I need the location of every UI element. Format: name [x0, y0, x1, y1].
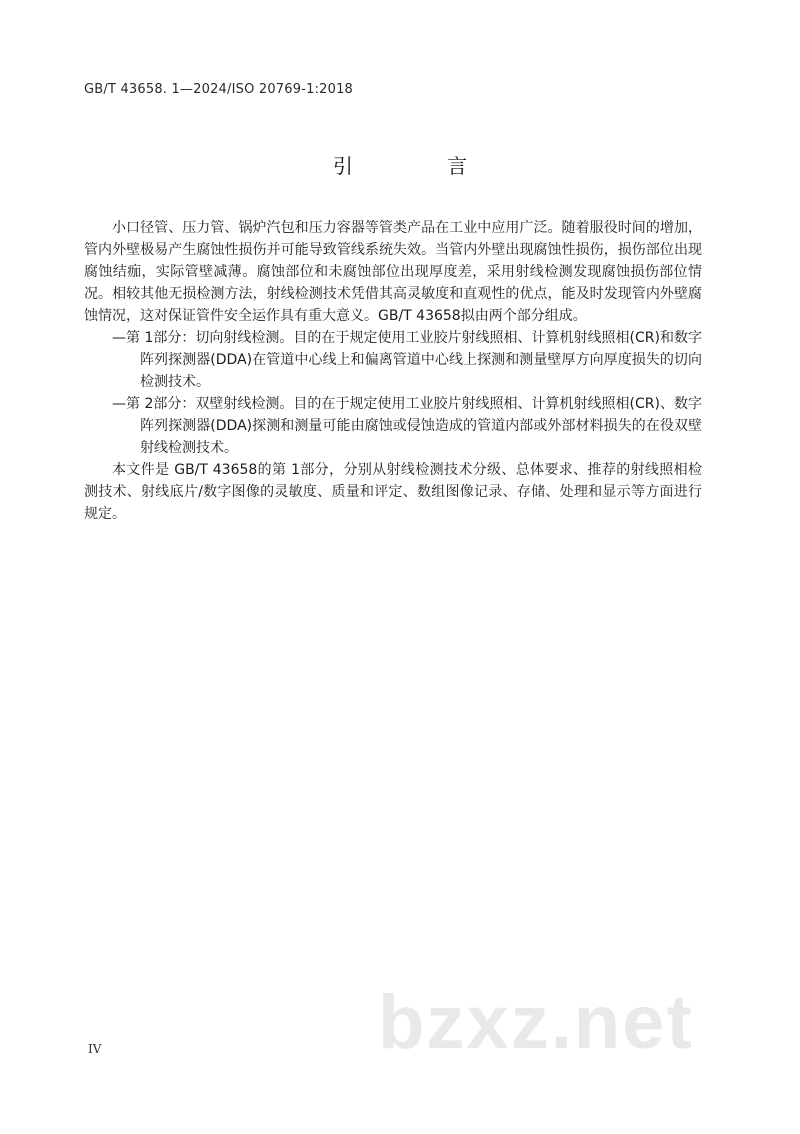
- page-title: 引 言: [332, 154, 512, 178]
- standard-number-header: GB/T 43658. 1—2024/ISO 20769-1:2018: [84, 82, 354, 97]
- watermark-logo: bzxz.net: [378, 980, 694, 1065]
- list-item-part-2: —第 2部分：双壁射线检测。目的在于规定使用工业胶片射线照相、计算机射线照相(CR)、数字阵列探测器(DDA)探测和测量可能由腐蚀或侵蚀造成的管道内部或外部材料损失的在役双壁射线检测技术。: [112, 396, 702, 456]
- closing-paragraph: 本文件是 GB/T 43658的第 1部分，分别从射线检测技术分级、总体要求、推荐的射线照相检测技术、射线底片/数字图像的灵敏度、质量和评定、数组图像记录、存储、处理和显示等方面进行规定。: [84, 462, 702, 522]
- intro-paragraph: 小口径管、压力管、锅炉汽包和压力容器等管类产品在工业中应用广泛。随着服役时间的增加，管内外壁极易产生腐蚀性损伤并可能导致管线系统失效。当管内外壁出现腐蚀性损伤，损伤部位出现腐蚀结痂，实际管壁减薄。腐蚀部位和未腐蚀部位出现厚度差，采用射线检测发现腐蚀损伤部位情况。相较其他无损检测方法，射线检测技术凭借其高灵敏度和直观性的优点，能及时发现管内外壁腐蚀情况，这对保证管件安全运作具有重大意义。GB/T 43658拟由两个部分组成。: [84, 220, 702, 324]
- page-number: IV: [88, 1042, 102, 1056]
- list-item-part-1: —第 1部分：切向射线检测。目的在于规定使用工业胶片射线照相、计算机射线照相(CR)和数字阵列探测器(DDA)在管道中心线上和偏离管道中心线上探测和测量壁厚方向厚度损失的切向检测技术。: [112, 330, 702, 390]
- introduction-body: [84, 217, 702, 525]
